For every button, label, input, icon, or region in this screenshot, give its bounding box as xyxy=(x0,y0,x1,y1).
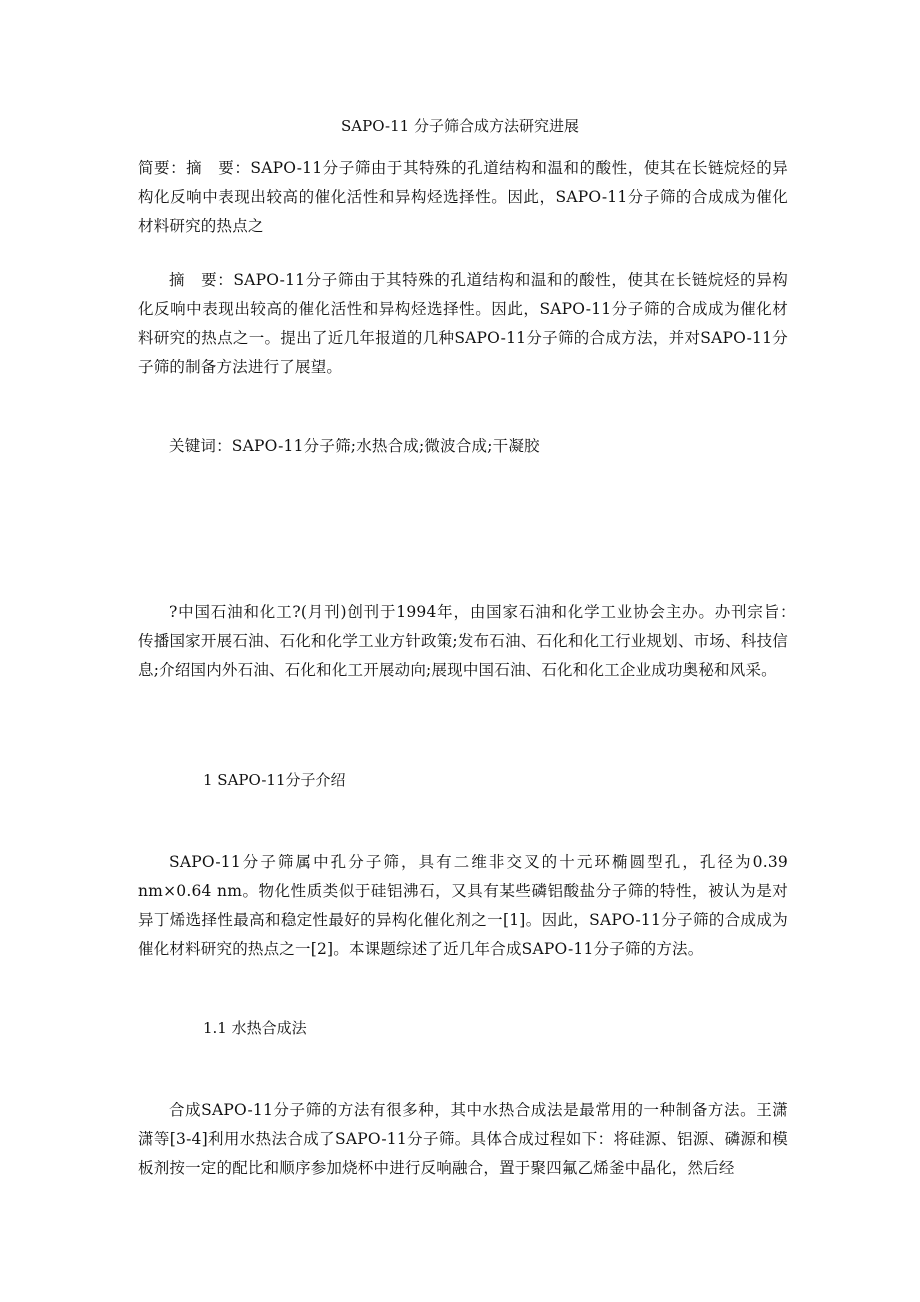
journal-intro-paragraph: ?中国石油和化工?(月刊)创刊于1994年，由国家石油和化学工业协会主办。办刊宗旨： 传播国家开展石油、石化和化学工业方针政策;发布石油、石化和化工行业规划、市场、科技信息;介绍国内外石油、石化和化工开展动向;展现中国石油、石化和化工企业成功奥秘和风采。 xyxy=(138,603,804,679)
document-title: SAPO-11 分子筛合成方法研究进展 xyxy=(341,117,579,135)
keywords-line: 关键词：SAPO-11分子筛;水热合成;微波合成;干凝胶 xyxy=(169,437,540,455)
section-1-body: SAPO-11分子筛属中孔分子筛，具有二维非交叉的十元环椭圆型孔，孔径为0.39 nm×0.64 nm。物化性质类似于硅铝沸石，又具有某些磷铝酸盐分子筛的特性，被认为是对异丁烯选择性最高和稳定性最好的异构化催化剂之一[1]。因此，SAPO-11分子筛的合成成为催化材料研究的热点之一[2]。本课题综述了近几年合成SAPO-11分子筛的方法。 xyxy=(138,853,788,958)
section-1-heading: 1 SAPO-11分子介绍 xyxy=(203,771,346,789)
summary-paragraph: 简要：摘 要：SAPO-11分子筛由于其特殊的孔道结构和温和的酸性，使其在长链烷烃的异构化反响中表现出较高的催化活性和异构烃选择性。因此，SAPO-11分子筛的合成成为催化材料研究的热点之 xyxy=(138,159,788,235)
section-1-1-body: 合成SAPO-11分子筛的方法有很多种，其中水热合成法是最常用的一种制备方法。王潇潇等[3-4]利用水热法合成了SAPO-11分子筛。具体合成过程如下：将硅源、铝源、磷源和模板剂按一定的配比和顺序参加烧杯中进行反响融合，置于聚四氟乙烯釜中晶化，然后经 xyxy=(138,1101,788,1177)
section-1-1-heading: 1.1 水热合成法 xyxy=(203,1019,307,1037)
abstract-paragraph: 摘 要：SAPO-11分子筛由于其特殊的孔道结构和温和的酸性，使其在长链烷烃的异构化反响中表现出较高的催化活性和异构烃选择性。因此，SAPO-11分子筛的合成成为催化材料研究的热点之一。提出了近几年报道的几种SAPO-11分子筛的合成方法，并对SAPO-11分子筛的制备方法进行了展望。 xyxy=(138,271,788,376)
